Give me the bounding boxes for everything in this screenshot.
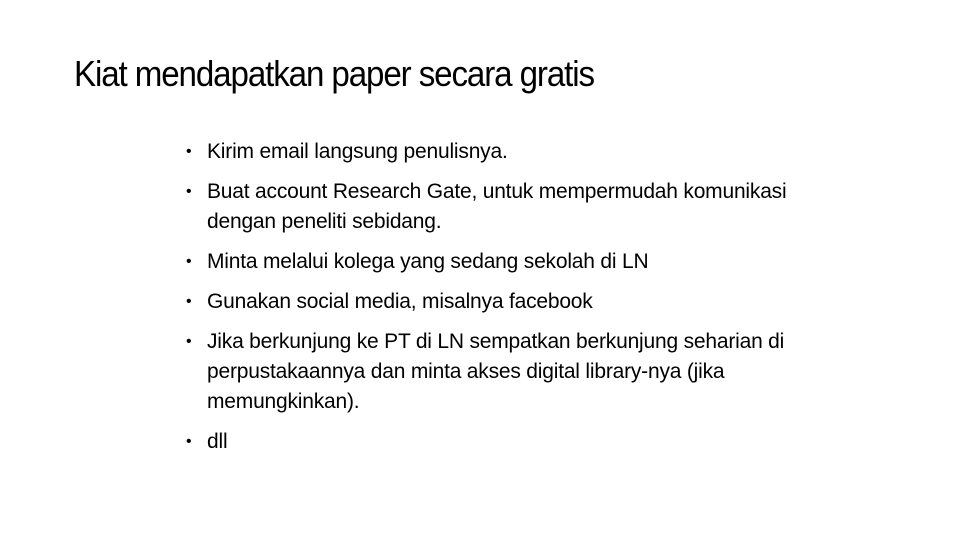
bullet-dot-icon: • [186,183,192,200]
bullet-list [186,137,806,467]
bullet-text: Kirim email langsung penulisnya. [207,140,508,163]
bullet-item [186,177,806,237]
bullet-item [186,137,806,167]
bullet-text: dll [207,430,228,453]
bullet-dot-icon: • [186,433,192,450]
bullet-text: Buat account Research Gate, untuk mempermudah komunikasi dengan peneliti sebidang. [207,180,787,233]
bullet-dot-icon: • [186,333,192,350]
bullet-dot-icon: • [186,143,192,160]
bullet-item [186,287,806,317]
bullet-text: Jika berkunjung ke PT di LN sempatkan berkunjung seharian di perpustakaannya dan minta akses digital library-nya (jika memungkinkan). [207,330,785,413]
bullet-item [186,247,806,277]
bullet-dot-icon: • [186,293,192,310]
bullet-text: Gunakan social media, misalnya facebook [207,290,593,313]
bullet-text: Minta melalui kolega yang sedang sekolah di LN [207,250,649,273]
slide-title: Kiat mendapatkan paper secara gratis [74,53,594,94]
bullet-dot-icon: • [186,253,192,270]
bullet-item [186,327,806,417]
bullet-item [186,427,806,457]
